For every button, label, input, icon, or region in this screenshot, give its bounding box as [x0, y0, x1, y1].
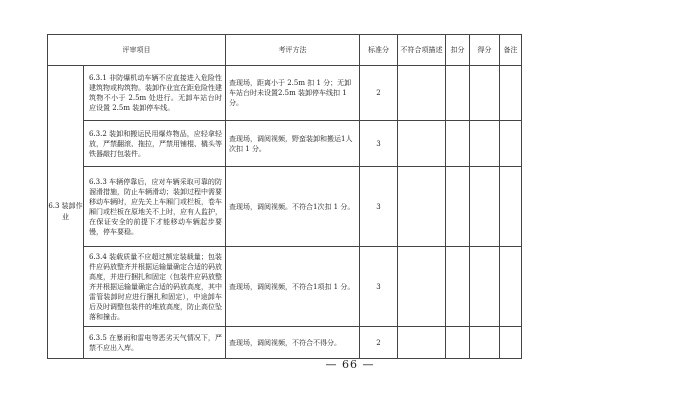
row-score-cell: [470, 121, 500, 167]
row-standard-score: 2: [360, 327, 398, 359]
header-score: 得分: [470, 35, 500, 66]
row-nonconformity-cell: [398, 121, 446, 167]
row-method-text: 查现场，调阅视频，野蛮装卸和搬运1人次扣 1 分。: [226, 121, 360, 167]
table-row: [48, 327, 522, 359]
row-deduction-cell: [446, 247, 470, 327]
row-score-cell: [470, 66, 500, 121]
section-label: 6.3 装卸作业: [48, 66, 84, 359]
row-standard-score: 3: [360, 167, 398, 247]
row-score-cell: [470, 167, 500, 247]
row-score-cell: [470, 247, 500, 327]
row-remark-cell: [500, 121, 522, 167]
header-remark: 备注: [500, 35, 522, 66]
row-item-text: 6.3.4 装载质量不应超过额定装载量；包装件应码放整齐并根据运输量确定合适的码放高度，并进行捆扎和固定（包装件应码放整齐并根据运输量确定合适的码放高度，其中雷管装卸时应进行捆扎和固定），中途卸车后及时调整包装件的堆放高度，防止高位坠落和撞击。: [84, 247, 226, 327]
table-row: [48, 121, 522, 167]
row-nonconformity-cell: [398, 247, 446, 327]
row-nonconformity-cell: [398, 167, 446, 247]
row-score-cell: [470, 327, 500, 359]
row-standard-score: 3: [360, 247, 398, 327]
page-number: — 66 —: [325, 358, 375, 371]
row-nonconformity-cell: [398, 327, 446, 359]
table-header-row: [48, 35, 522, 66]
row-remark-cell: [500, 247, 522, 327]
row-method-text: 查现场，调阅视频。不符合1次扣 1 分。: [226, 167, 360, 247]
row-remark-cell: [500, 327, 522, 359]
header-standard-score: 标准分: [360, 35, 398, 66]
row-remark-cell: [500, 167, 522, 247]
table-row: [48, 247, 522, 327]
header-review-item: 评审项目: [48, 35, 226, 66]
row-method-text: 查现场，调阅视频，不符合不得分。: [226, 327, 360, 359]
table-row: [48, 167, 522, 247]
row-item-text: 6.3.2 装卸和搬运民用爆炸物品，应轻拿轻放，严禁翻滚、拖拉，严禁用铺棍、橇头等铁器敲打包装件。: [84, 121, 226, 167]
review-table: [47, 34, 522, 359]
row-nonconformity-cell: [398, 66, 446, 121]
row-deduction-cell: [446, 327, 470, 359]
row-deduction-cell: [446, 121, 470, 167]
header-deduction: 扣分: [446, 35, 470, 66]
row-deduction-cell: [446, 167, 470, 247]
row-deduction-cell: [446, 66, 470, 121]
row-standard-score: 3: [360, 121, 398, 167]
row-remark-cell: [500, 66, 522, 121]
table-row: [48, 66, 522, 121]
row-method-text: 查现场，调阅视频，不符合1项扣 1 分。: [226, 247, 360, 327]
row-item-text: 6.3.5 在暴雨和雷电等恶劣天气情况下，严禁不应出入库。: [84, 327, 226, 359]
row-method-text: 查现场，距离小于 2.5m 扣 1 分；无卸车站台时未设置2.5m 装卸停车线扣 1 分。: [226, 66, 360, 121]
row-item-text: 6.3.3 车辆停靠后，应对车辆采取可靠的防溜滑措施，防止车辆滑动；装卸过程中需要移动车辆时，应先关上车厢门或栏板，卷车厢门或栏板在原地关不上时，应有人监护，在保证安全的前提下才能移动车辆起步要慢，停车要稳。: [84, 167, 226, 247]
row-standard-score: 2: [360, 66, 398, 121]
row-item-text: 6.3.1 非防爆机动车辆不应直接进入危险性建筑物或构筑物。装卸作业宜在距危险性建筑物不小于 2.5m 处进行。无卸车站台时应设置 2.5m 装卸停车线。: [84, 66, 226, 121]
header-nonconformity: 不符合项描述: [398, 35, 446, 66]
header-method: 考评方法: [226, 35, 360, 66]
